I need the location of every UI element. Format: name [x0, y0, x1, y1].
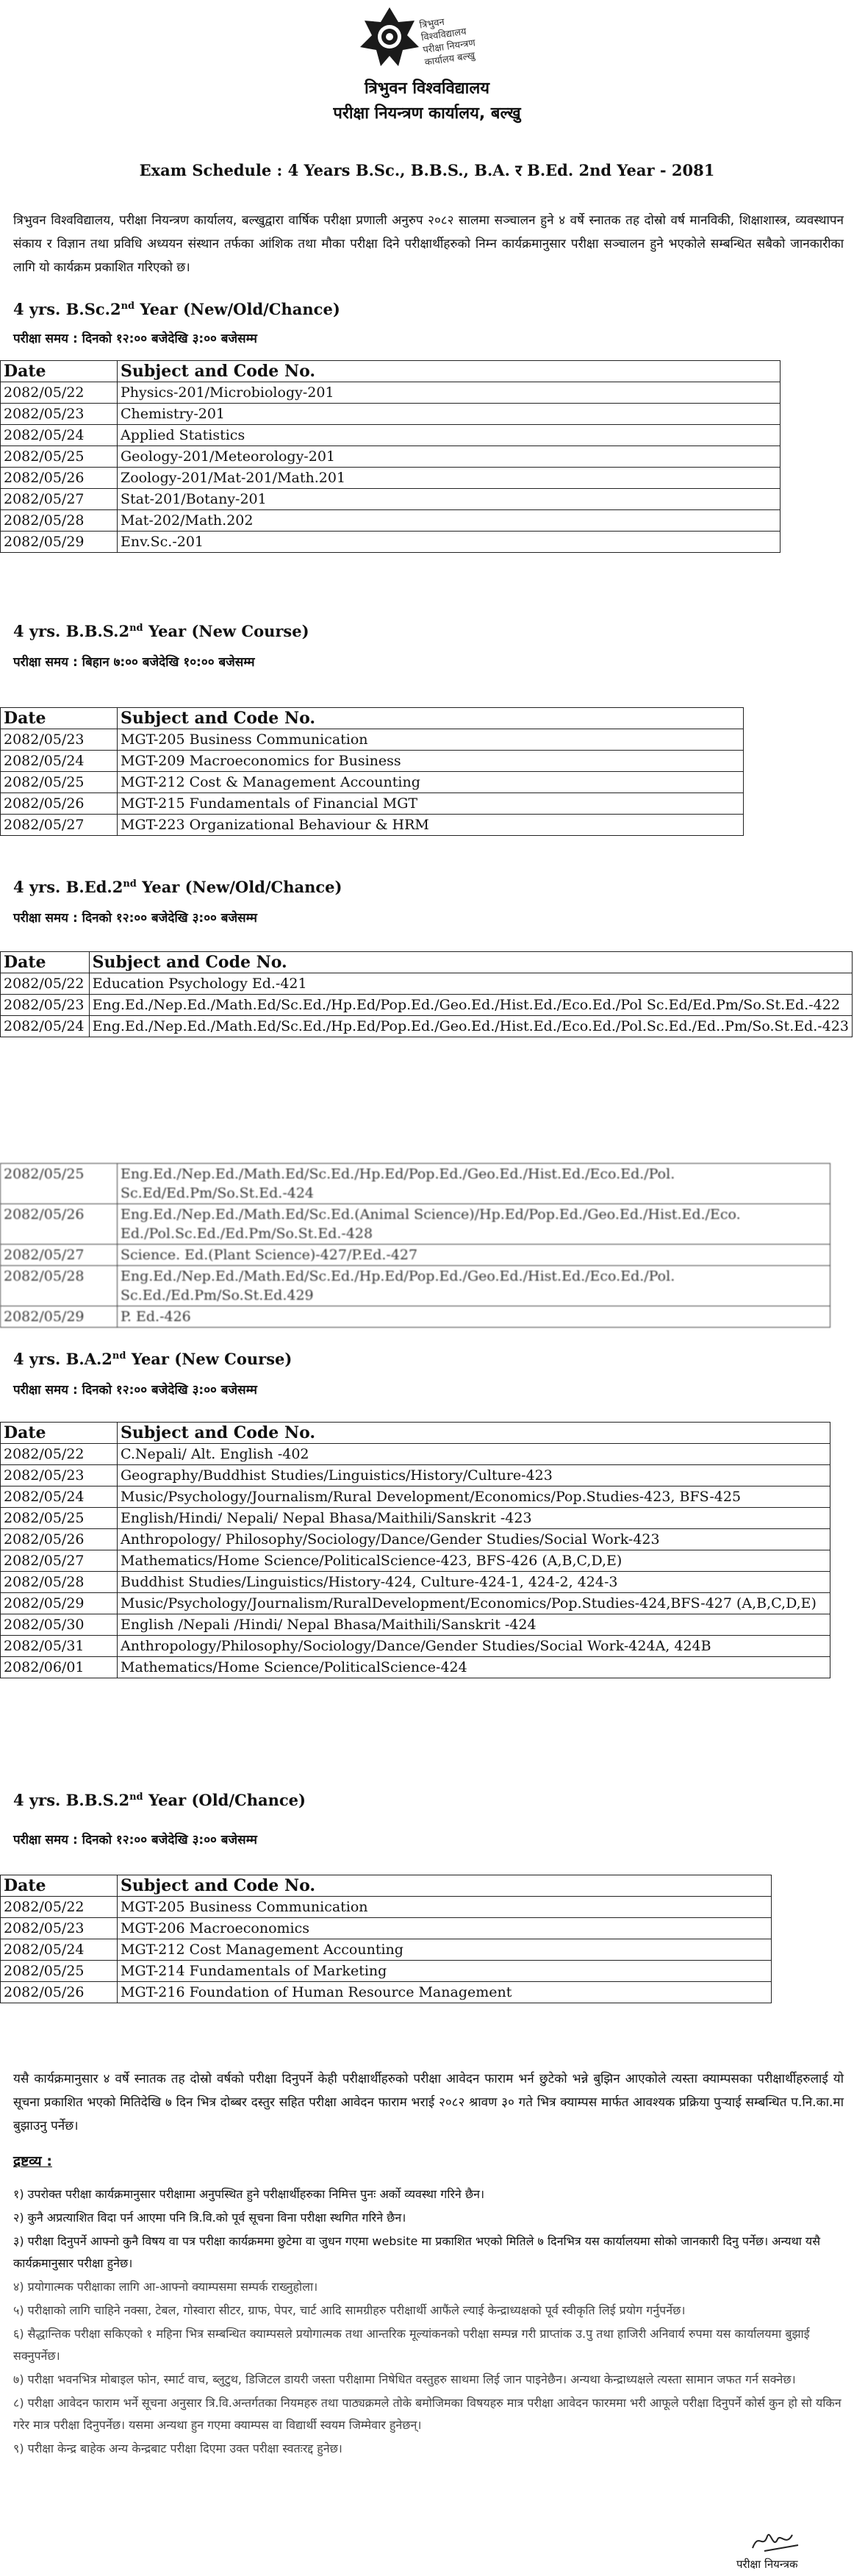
subject-code-cell: Music/Psychology/Journalism/Rural Development/Economics/Pop.Studies-423, BFS-425 [118, 1486, 830, 1508]
exam-date-cell: 2082/05/24 [1, 425, 118, 446]
bbs-new-exam-time: परीक्षा समय : बिहान ७:०० बजेदेखि १०:०० बजेसम्म [13, 655, 255, 670]
table-header-row [1, 1423, 830, 1444]
note-item: ८) परीक्षा आवेदन फाराम भर्ने सूचना अनुसार त्रि.वि.अन्तर्गतका नियमहरु तथा पाठ्यक्रमले तोके बमोजिमका विषयहरु मात्र परीक्षा आवेदन फारममा भरी आफूले परीक्षा दिनुपर्ने कोर्स कुन हो सो यकिन गरेर मात्र परीक्षा दिनुपर्नेछ। यसमा अन्यथा हुन गएमा क्याम्पस वा विद्यार्थी स्वयम जिम्मेवार हुनेछन्। [13, 2396, 842, 2432]
date-header: Date [1, 1423, 118, 1444]
subject-header: Subject and Code No. [118, 1875, 772, 1897]
subject-code-cell: Buddhist Studies/Linguistics/History-424, Culture-424-1, 424-2, 424-3 [118, 1572, 830, 1593]
table-row [1, 1529, 830, 1550]
subject-code-cell: Science. Ed.(Plant Science)-427/P.Ed.-427 [118, 1245, 830, 1266]
subject-code-cell: Geography/Buddhist Studies/Linguistics/History/Culture-423 [118, 1465, 830, 1486]
note-item: १) उपरोक्त परीक्षा कार्यक्रमानुसार परीक्षामा अनुपस्थित हुने परीक्षार्थीहरुका निमित्त पुनः अर्को व्यवस्था गरिने छैन। [13, 2187, 485, 2201]
date-header: Date [1, 361, 118, 382]
subject-code-cell: MGT-212 Cost & Management Accounting [118, 772, 744, 793]
table-header-row [1, 708, 744, 729]
exam-date-cell: 2082/05/24 [1, 751, 118, 772]
subject-code-cell: MGT-215 Fundamentals of Financial MGT [118, 793, 744, 815]
university-name: त्रिभुवन विश्वविद्यालय [364, 79, 490, 98]
bbs-new-schedule-table [0, 707, 744, 836]
table-row [1, 382, 781, 404]
subject-code-cell: Zoology-201/Mat-201/Math.201 [118, 468, 781, 489]
exam-date-cell: 2082/05/26 [1, 1982, 118, 2003]
table-row [1, 1204, 830, 1245]
subject-code-cell: Physics-201/Microbiology-201 [118, 382, 781, 404]
subject-code-cell: Mathematics/Home Science/PoliticalScience-423, BFS-426 (A,B,C,D,E) [118, 1550, 830, 1572]
exam-date-cell: 2082/05/27 [1, 1245, 118, 1266]
table-row [1, 404, 781, 425]
table-row [1, 1897, 772, 1918]
date-header: Date [1, 1875, 118, 1897]
exam-date-cell: 2082/05/27 [1, 1550, 118, 1572]
date-header: Date [1, 952, 90, 973]
exam-date-cell: 2082/05/25 [1, 1508, 118, 1529]
bsc-schedule-table [0, 360, 781, 553]
table-row [1, 468, 781, 489]
exam-date-cell: 2082/05/30 [1, 1614, 118, 1636]
table-row [1, 793, 744, 815]
exam-date-cell: 2082/05/26 [1, 468, 118, 489]
table-row [1, 1939, 772, 1961]
table-row [1, 973, 853, 995]
subject-code-cell: Eng.Ed./Nep.Ed./Math.Ed/Sc.Ed.(Animal Science)/Hp.Ed/Pop.Ed./Geo.Ed./Hist.Ed./Eco. Ed./Pol.Sc.Ed./Ed.Pm/So.St.Ed.-428 [118, 1204, 830, 1245]
subject-code-cell: Mathematics/Home Science/PoliticalScience-424 [118, 1657, 830, 1678]
table-row [1, 1636, 830, 1657]
table-row [1, 772, 744, 793]
subject-code-cell: MGT-212 Cost Management Accounting [118, 1939, 772, 1961]
ba-exam-time: परीक्षा समय : दिनको १२:०० बजेदेखि ३:०० बजेसम्म [13, 1383, 257, 1398]
subject-code-cell: English /Nepali /Hindi/ Nepal Bhasa/Maithili/Sanskrit -424 [118, 1614, 830, 1636]
exam-date-cell: 2082/05/24 [1, 1939, 118, 1961]
exam-date-cell: 2082/05/25 [1, 446, 118, 468]
late-application-paragraph: यसै कार्यक्रमानुसार ४ वर्षे स्नातक तह दोस्रो वर्षको परीक्षा दिनुपर्ने केही परीक्षार्थीहरुको परीक्षा आवेदन फाराम भर्न छुटेको भन्ने बुझिन आएकोले त्यस्ता क्याम्पसका परीक्षार्थीहरुलाई यो सूचना प्रकाशित भएको मितिदेखि ७ दिन भित्र दोब्बर दस्तुर सहित परीक्षा आवेदन फाराम भराई २०८२ श्रावण ३० गते भित्र क्याम्पस मार्फत आवश्यक प्रक्रिया पुऱ्याई सम्बन्धित प.नि.का.मा बुझाउनु पर्नेछ। [13, 2072, 844, 2133]
exam-date-cell: 2082/06/01 [1, 1657, 118, 1678]
table-row [1, 1016, 853, 1037]
subject-code-cell: Eng.Ed./Nep.Ed./Math.Ed/Sc.Ed./Hp.Ed/Pop.Ed./Geo.Ed./Hist.Ed./Eco.Ed./Pol. Sc.Ed/Ed.Pm/So.St.Ed.-424 [118, 1164, 830, 1204]
exam-date-cell: 2082/05/26 [1, 793, 118, 815]
subject-code-cell: Stat-201/Botany-201 [118, 489, 781, 510]
bed-schedule-table [0, 951, 853, 1037]
exam-date-cell: 2082/05/23 [1, 1465, 118, 1486]
intro-paragraph: त्रिभुवन विश्वविद्यालय, परीक्षा नियन्त्रण कार्यालय, बल्खुद्वारा वार्षिक परीक्षा प्रणाली अनुरुप २०८२ सालमा सञ्चालन हुने ४ वर्षे स्नातक तह दोस्रो वर्ष मानविकी, शिक्षाशास्त्र, व्यवस्थापन संकाय र विज्ञान तथा प्रविधि अध्ययन संस्थान तर्फका आंशिक तथा मौका परीक्षा दिने परीक्षार्थीहरुको निम्न कार्यक्रमानुसार परीक्षा सञ्चालन हुने भएकोले सम्बन्धित सबैको जानकारीका लागि यो कार्यक्रम प्रकाशित गरिएको छ। [13, 213, 844, 275]
exam-date-cell: 2082/05/25 [1, 1164, 118, 1204]
note-item: ९) परीक्षा केन्द्र बाहेक अन्य केन्द्रबाट परीक्षा दिएमा उक्त परीक्षा स्वतःरद्द हुनेछ। [13, 2441, 342, 2455]
exam-date-cell: 2082/05/28 [1, 510, 118, 532]
exam-date-cell: 2082/05/22 [1, 382, 118, 404]
bed-exam-time: परीक्षा समय : दिनको १२:०० बजेदेखि ३:०० बजेसम्म [13, 911, 257, 926]
subject-code-cell: Eng.Ed./Nep.Ed./Math.Ed/Sc.Ed./Hp.Ed/Pop.Ed./Geo.Ed./Hist.Ed./Eco.Ed./Pol. Sc.Ed./Ed.Pm/So.St.Ed.429 [118, 1266, 830, 1306]
office-name: परीक्षा नियन्त्रण कार्यालय, बल्खु [333, 104, 521, 123]
subject-header: Subject and Code No. [118, 708, 744, 729]
exam-date-cell: 2082/05/25 [1, 1961, 118, 1982]
exam-date-cell: 2082/05/22 [1, 973, 90, 995]
subject-code-cell: MGT-216 Foundation of Human Resource Management [118, 1982, 772, 2003]
subject-header: Subject and Code No. [118, 361, 781, 382]
table-row [1, 446, 781, 468]
exam-date-cell: 2082/05/28 [1, 1266, 118, 1306]
note-item: २) कुनै अप्रत्याशित विदा पर्न आएमा पनि त्रि.वि.को पूर्व सूचना विना परीक्षा स्थगित गरिने छैन। [13, 2211, 406, 2225]
subject-code-cell: Chemistry-201 [118, 404, 781, 425]
exam-date-cell: 2082/05/27 [1, 815, 118, 836]
exam-date-cell: 2082/05/23 [1, 995, 90, 1016]
bbs-old-section-title: 4 yrs. B.B.S.2nd Year (Old/Chance) [13, 1791, 306, 1809]
signature-label: परीक्षा नियन्त्रक [736, 2558, 798, 2571]
subject-header: Subject and Code No. [118, 1423, 830, 1444]
table-row [1, 995, 853, 1016]
table-row [1, 532, 781, 553]
exam-date-cell: 2082/05/24 [1, 1016, 90, 1037]
subject-code-cell: P. Ed.-426 [118, 1306, 830, 1328]
exam-date-cell: 2082/05/29 [1, 532, 118, 553]
exam-date-cell: 2082/05/26 [1, 1529, 118, 1550]
schedule-title: Exam Schedule : 4 Years B.Sc., B.B.S., B.A. र B.Ed. 2nd Year - 2081 [139, 161, 715, 179]
university-seal-icon [351, 4, 428, 72]
subject-code-cell: Anthropology/Philosophy/Sociology/Dance/Gender Studies/Social Work-424A, 424B [118, 1636, 830, 1657]
exam-date-cell: 2082/05/22 [1, 1444, 118, 1465]
subject-code-cell: Applied Statistics [118, 425, 781, 446]
table-row [1, 729, 744, 751]
exam-date-cell: 2082/05/24 [1, 1486, 118, 1508]
table-header-row [1, 1875, 772, 1897]
bbs-old-exam-time: परीक्षा समय : दिनको १२:०० बजेदेखि ३:०० बजेसम्म [13, 1833, 257, 1847]
exam-date-cell: 2082/05/23 [1, 404, 118, 425]
exam-date-cell: 2082/05/31 [1, 1636, 118, 1657]
bed-section-title: 4 yrs. B.Ed.2nd Year (New/Old/Chance) [13, 878, 342, 896]
table-row [1, 1465, 830, 1486]
subject-code-cell: Geology-201/Meteorology-201 [118, 446, 781, 468]
exam-date-cell: 2082/05/23 [1, 1918, 118, 1939]
note-item: ४) प्रयोगात्मक परीक्षाका लागि आ-आफ्नो क्याम्पसमा सम्पर्क राख्नुहोला। [13, 2280, 318, 2294]
table-row [1, 425, 781, 446]
table-row [1, 1245, 830, 1266]
table-row [1, 1961, 772, 1982]
subject-header: Subject and Code No. [89, 952, 852, 973]
subject-code-cell: MGT-206 Macroeconomics [118, 1918, 772, 1939]
notes-heading: द्रष्टव्य : [13, 2153, 52, 2169]
table-row [1, 1444, 830, 1465]
table-row [1, 751, 744, 772]
table-row [1, 1572, 830, 1593]
table-row [1, 1918, 772, 1939]
note-item: ७) परीक्षा भवनभित्र मोबाइल फोन, स्मार्ट वाच, ब्लुटुथ, डिजिटल डायरी जस्ता परीक्षामा निषेधित वस्तुहरु साथमा लिई जान पाइनेछैन। अन्यथा केन्द्राध्यक्षले त्यस्ता सामान जफत गर्न सक्नेछ। [13, 2372, 796, 2386]
note-item: ३) परीक्षा दिनुपर्ने आफ्नो कुनै विषय वा पत्र परीक्षा कार्यक्रममा छुटेमा वा जुधन गएमा website मा प्रकाशित भएको मितिले ७ दिनभित्र यस कार्यालयमा सोको जानकारी दिनु पर्नेछ। अन्यथा यसै कार्यक्रमानुसार परीक्षा हुनेछ। [13, 2234, 821, 2270]
table-row [1, 1657, 830, 1678]
date-header: Date [1, 708, 118, 729]
table-row [1, 1508, 830, 1529]
exam-date-cell: 2082/05/29 [1, 1593, 118, 1614]
subject-code-cell: Education Psychology Ed.-421 [89, 973, 852, 995]
table-row [1, 1982, 772, 2003]
exam-date-cell: 2082/05/23 [1, 729, 118, 751]
table-row [1, 1614, 830, 1636]
table-header-row [1, 361, 781, 382]
table-row [1, 1266, 830, 1306]
table-row [1, 489, 781, 510]
table-row [1, 815, 744, 836]
table-row [1, 1306, 830, 1328]
exam-date-cell: 2082/05/22 [1, 1897, 118, 1918]
table-row [1, 510, 781, 532]
subject-code-cell: English/Hindi/ Nepali/ Nepal Bhasa/Maithili/Sanskrit -423 [118, 1508, 830, 1529]
table-row [1, 1593, 830, 1614]
exam-date-cell: 2082/05/29 [1, 1306, 118, 1328]
bed-schedule-table-continued [0, 1163, 830, 1328]
subject-code-cell: Mat-202/Math.202 [118, 510, 781, 532]
exam-date-cell: 2082/05/27 [1, 489, 118, 510]
seal-text: त्रिभुवन विश्वविद्यालय परीक्षा नियन्त्रण कार्यालय बल्खु [418, 16, 476, 68]
subject-code-cell: MGT-205 Business Communication [118, 1897, 772, 1918]
subject-code-cell: Music/Psychology/Journalism/RuralDevelopment/Economics/Pop.Studies-424,BFS-427 (A,B,C,D,E) [118, 1593, 830, 1614]
subject-code-cell: Env.Sc.-201 [118, 532, 781, 553]
table-row [1, 1550, 830, 1572]
subject-code-cell: MGT-209 Macroeconomics for Business [118, 751, 744, 772]
ba-section-title: 4 yrs. B.A.2nd Year (New Course) [13, 1350, 293, 1368]
bsc-section-title: 4 yrs. B.Sc.2nd Year (New/Old/Chance) [13, 300, 340, 318]
signature-mark-icon [750, 2527, 801, 2554]
note-item: ६) सैद्धान्तिक परीक्षा सकिएको १ महिना भित्र सम्बन्धित क्याम्पसले प्रयोगात्मक तथा आन्तरिक मूल्यांकनको परीक्षा सम्पन्न गरी प्राप्तांक उ.पु तथा हाजिरी अनिवार्य रुपमा यस कार्यालयमा बुझाई सक्नुपर्नेछ। [13, 2327, 810, 2363]
subject-code-cell: Eng.Ed./Nep.Ed./Math.Ed/Sc.Ed./Hp.Ed/Pop.Ed./Geo.Ed./Hist.Ed./Eco.Ed./Pol Sc.Ed/Ed.Pm/So.St.Ed.-422 [89, 995, 852, 1016]
note-item: ५) परीक्षाको लागि चाहिने नक्सा, टेबल, गोस्वारा सीटर, ग्राफ, पेपर, चार्ट आदि सामग्रीहरु परीक्षार्थी आफैंले ल्याई केन्द्राध्यक्षको पूर्व स्वीकृति लिई प्रयोग गर्नुपर्नेछ। [13, 2303, 686, 2317]
exam-date-cell: 2082/05/28 [1, 1572, 118, 1593]
subject-code-cell: MGT-205 Business Communication [118, 729, 744, 751]
bsc-exam-time: परीक्षा समय : दिनको १२:०० बजेदेखि ३:०० बजेसम्म [13, 332, 257, 346]
table-header-row [1, 952, 853, 973]
exam-date-cell: 2082/05/26 [1, 1204, 118, 1245]
table-row [1, 1164, 830, 1204]
subject-code-cell: MGT-223 Organizational Behaviour & HRM [118, 815, 744, 836]
subject-code-cell: Anthropology/ Philosophy/Sociology/Dance/Gender Studies/Social Work-423 [118, 1529, 830, 1550]
exam-date-cell: 2082/05/25 [1, 772, 118, 793]
subject-code-cell: MGT-214 Fundamentals of Marketing [118, 1961, 772, 1982]
subject-code-cell: C.Nepali/ Alt. English -402 [118, 1444, 830, 1465]
bbs-old-schedule-table [0, 1875, 772, 2003]
table-row [1, 1486, 830, 1508]
bbs-new-section-title: 4 yrs. B.B.S.2nd Year (New Course) [13, 622, 309, 640]
subject-code-cell: Eng.Ed./Nep.Ed./Math.Ed/Sc.Ed./Hp.Ed/Pop.Ed./Geo.Ed./Hist.Ed./Eco.Ed./Pol.Sc.Ed./Ed..Pm/So.St.Ed.-423 [89, 1016, 852, 1037]
ba-schedule-table [0, 1422, 830, 1678]
notes-list [13, 2183, 844, 2461]
